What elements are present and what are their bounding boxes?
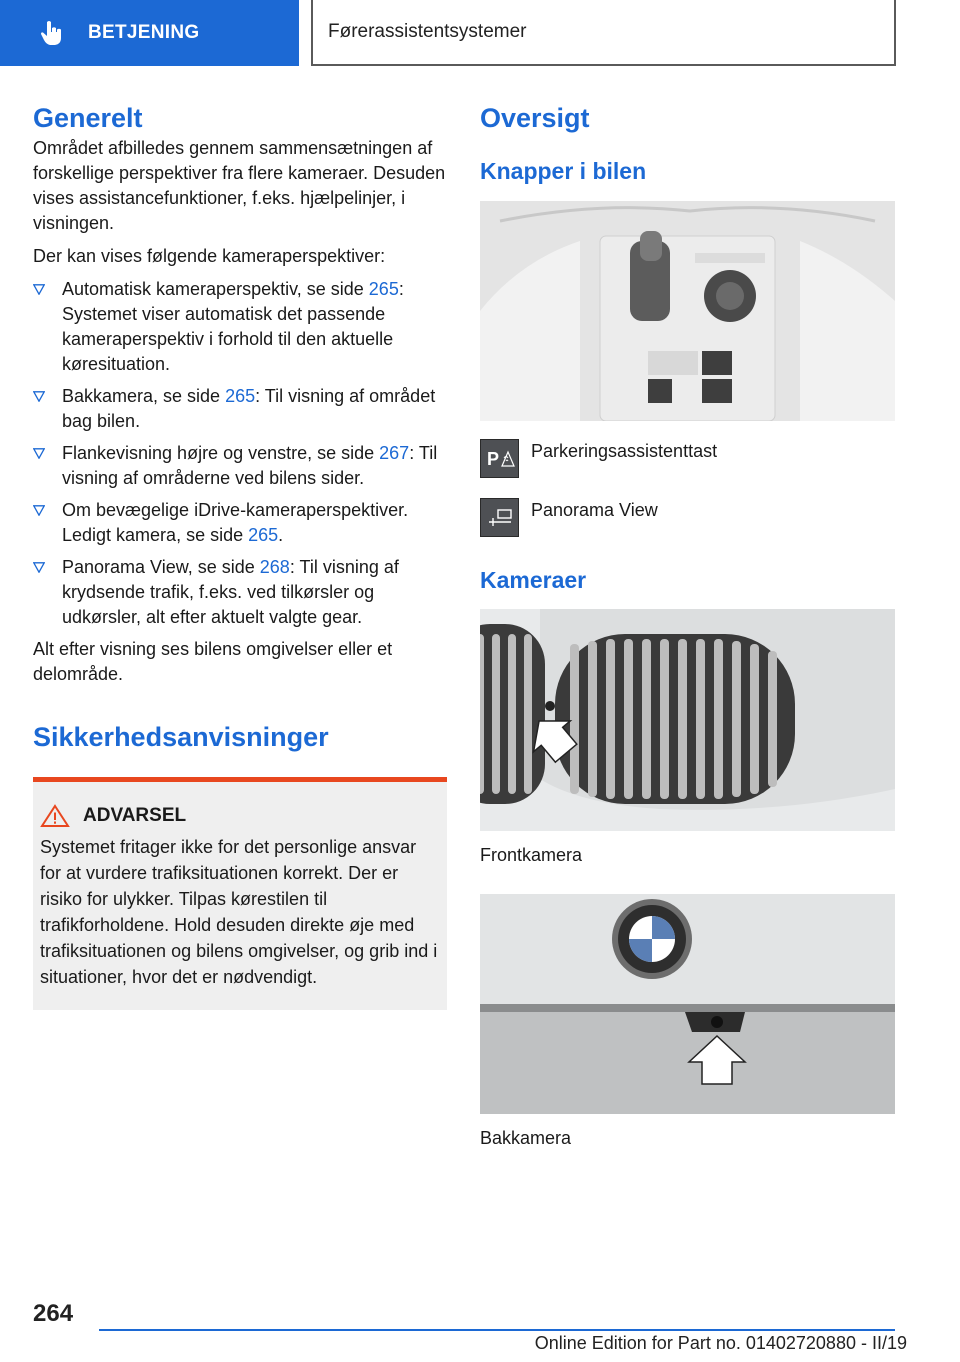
- chapter-title: Førerassistentsystemer: [311, 0, 896, 66]
- heading-buttons: Knapper i bilen: [480, 158, 647, 184]
- triangle-bullet-icon: [33, 505, 45, 516]
- button-row-panorama: [480, 498, 895, 537]
- list-item-text: Panorama View, se side: [62, 557, 260, 577]
- warning-text: Systemet fritager ikke for det personlige ansvar for at vurdere trafiksituationen korrekt. Der er risiko for ulykker. Tilpas kørestilen til trafikforholdene. Hold desuden direkte øje med trafiksituationen og bilens omgivelser, og grib ind i situationer, hvor det er nødvendigt.: [40, 837, 438, 987]
- page-link[interactable]: 267: [379, 443, 410, 463]
- front-camera-image: [480, 609, 895, 831]
- parking-assistant-icon: [480, 439, 519, 478]
- list-item-text: : Til visning af områderne ved bilens sider.: [62, 443, 438, 488]
- list-item-text: : Systemet viser automatisk det passende kameraperspektiv i forhold til den aktuelle køresituation.: [62, 279, 404, 374]
- center-console-image: [480, 201, 895, 421]
- button-label-panorama: Panorama View: [531, 500, 658, 520]
- section-tab-label: BETJENING: [88, 22, 200, 43]
- perspective-list: [33, 277, 447, 630]
- footer-divider: [99, 1329, 895, 1331]
- triangle-bullet-icon: [33, 391, 45, 402]
- triangle-bullet-icon: [33, 562, 45, 573]
- warning-box: [33, 777, 447, 1010]
- triangle-bullet-icon: [33, 448, 45, 459]
- list-item-text: : Til visning af området bag bilen.: [62, 386, 436, 431]
- svg-text:P: P: [486, 448, 499, 469]
- rear-camera-image: [480, 894, 895, 1114]
- page-link[interactable]: 265: [368, 279, 399, 299]
- heading-overview: Oversigt: [480, 103, 590, 133]
- heading-cameras: Kameraer: [480, 567, 587, 593]
- list-item-text: : Til visning af krydsende trafik, f.eks. ved tilkørsler og udkørsler, alt efter aktuelt valgte gear.: [62, 557, 399, 627]
- list-item-text: Flankevisning højre og venstre, se side: [62, 443, 380, 463]
- page-number: 264: [33, 1300, 74, 1327]
- list-item-text: Om bevægelige iDrive-kameraperspektiver. Ledigt kamera, se side: [62, 500, 409, 545]
- list-item: [33, 441, 447, 491]
- caption-front-camera: Frontkamera: [480, 845, 583, 865]
- warning-title-row: [40, 804, 439, 828]
- paragraph-general-2: Der kan vises følgende kameraperspektiver:: [33, 246, 386, 266]
- heading-safety: Sikkerhedsanvisninger: [33, 722, 329, 752]
- triangle-bullet-icon: [33, 284, 45, 295]
- paragraph-general-3: Alt efter visning ses bilens omgivelser eller et delområde.: [33, 639, 393, 684]
- rear-camera-illustration: [480, 894, 895, 1114]
- list-item: [33, 498, 447, 548]
- list-item-text: .: [278, 525, 284, 545]
- front-grille-illustration: [480, 609, 895, 831]
- section-tab[interactable]: [0, 0, 299, 66]
- footer-edition: Online Edition for Part no. 01402720880 - II/19: [534, 1333, 907, 1353]
- warning-title: ADVARSEL: [83, 805, 187, 826]
- page-link[interactable]: 268: [259, 557, 290, 577]
- caption-rear-camera: Bakkamera: [480, 1128, 572, 1148]
- panorama-view-icon: [480, 498, 519, 537]
- button-row-parking: [480, 439, 895, 478]
- list-item: [33, 555, 447, 630]
- list-item: [33, 277, 447, 377]
- button-label-parking: Parkeringsassistenttast: [531, 441, 718, 461]
- page-link[interactable]: 265: [248, 525, 279, 545]
- hand-pointer-icon: [38, 19, 66, 47]
- paragraph-general-1: Området afbilledes gennem sammensætningen af forskellige perspektiver fra flere kameraer. Desuden vises assistancefunktioner, f.eks. hjælpelinjer, i visningen.: [33, 138, 446, 233]
- right-column: [480, 100, 895, 1151]
- list-item: [33, 384, 447, 434]
- page-link[interactable]: 265: [225, 386, 256, 406]
- center-console-illustration: [480, 201, 895, 421]
- list-item-text: Bakkamera, se side: [62, 386, 226, 406]
- left-column: [33, 100, 447, 1010]
- heading-general: Generelt: [33, 103, 143, 133]
- list-item-text: Automatisk kameraperspektiv, se side: [62, 279, 369, 299]
- warning-triangle-icon: [40, 804, 70, 828]
